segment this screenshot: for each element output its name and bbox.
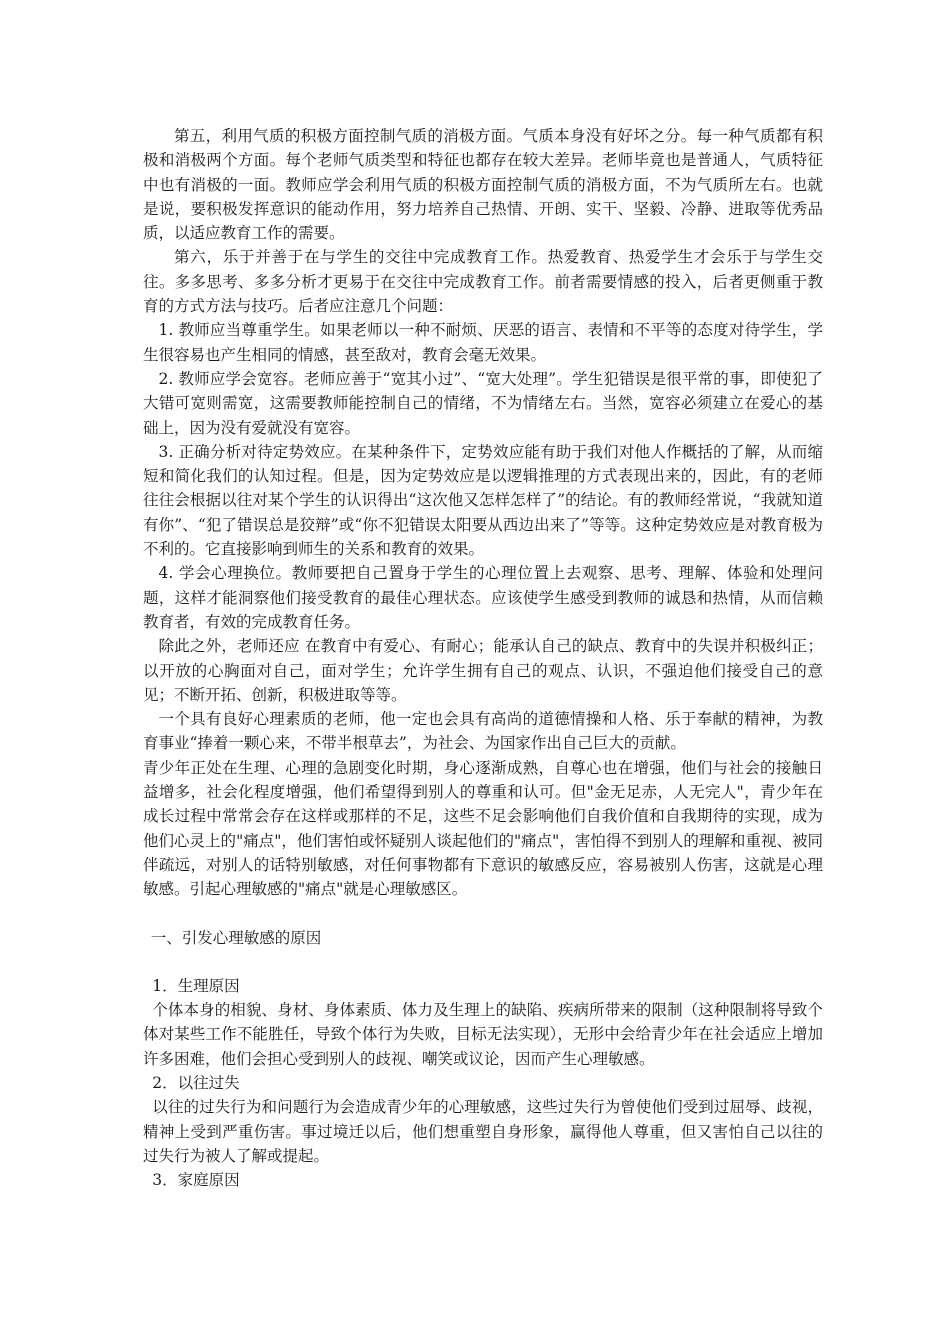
list-item-stereotype: 3. 正确分析对待定势效应。在某种条件下，定势效应能有助于我们对他人作概括的了解，从而缩短和简化我们的认知过程。但是，因为定势效应是以逻辑推理的方式表现出来的，因此，有的老师往往会根据以往对某个学生的认识得出“这次他又怎样怎样了”的结论。有的教师经常说，“我就知道有你”、“犯了错误总是狡辩”或“你不犯错误太阳要从西边出来了”等等。这种定势效应是对教育极为不利的。它直接影响到师生的关系和教育的效果。 [143, 442, 823, 559]
list-item-empathy: 4. 学会心理换位。教师要把自己置身于学生的心理位置上去观察、思考、理解、体验和处理问题，这样才能洞察他们接受教育的最佳心理状态。应该使学生感受到教师的诚恳和热情，从而信赖教育者，有效的完成教育任务。 [143, 564, 823, 631]
paragraph-fifth-point: 第五，利用气质的积极方面控制气质的消极方面。气质本身没有好坏之分。每一种气质都有积极和消极两个方面。每个老师气质类型和特征也都存在较大差异。老师毕竟也是普通人，气质特征中也有消极的一面。教师应学会利用气质的积极方面控制气质的消极方面，不为气质所左右。也就是说，要积极发挥意识的能动作用，努力培养自己热情、开朗、实干、坚毅、冷静、进取等优秀品质，以适应教育工作的需要。 [143, 127, 823, 243]
list-item-respect: 1. 教师应当尊重学生。如果老师以一种不耐烦、厌恶的语言、表情和不平等的态度对待学生，学生很容易也产生相同的情感，甚至敌对，教育会毫无效果。 [143, 321, 823, 364]
spacer [143, 950, 823, 974]
paragraph-additionally: 除此之外，老师还应 在教育中有爱心、有耐心；能承认自己的缺点、教育中的失误并积极纠正；以开放的心胸面对自己，面对学生；允许学生拥有自己的观点、认识，不强迫他们接受自己的意见；不断开拓、创新，积极进取等等。 [143, 637, 823, 704]
paragraph-sixth-point: 第六，乐于并善于在与学生的交往中完成教育工作。热爱教育、热爱学生才会乐于与学生交往。多多思考、多多分析才更易于在交往中完成教育工作。前者需要情感的投入，后者更侧重于教育的方式方法与技巧。后者应注意几个问题： [143, 248, 823, 316]
paragraph-good-teacher: 一个具有良好心理素质的老师，他一定也会具有高尚的道德情操和人格、乐于奉献的精神，为教育事业“捧着一颗心来，不带半根草去”，为社会、为国家作出自己巨大的贡献。 [143, 710, 823, 753]
document-body [143, 124, 823, 1192]
subsection-title-physiological: 1．生理原因 [152, 976, 240, 995]
subsection-text-past-faults: 以往的过失行为和问题行为会造成青少年的心理敏感，这些过失行为曾使他们受到过屈辱、歧视，精神上受到严重伤害。事过境迁以后，他们想重塑自身形象，赢得他人尊重，但又害怕自己以往的过失行为被人了解或提起。 [143, 1098, 823, 1165]
subsection-title-past-faults: 2．以往过失 [152, 1073, 240, 1092]
subsection-text-physiological: 个体本身的相貌、身材、身体素质、体力及生理上的缺陷、疾病所带来的限制（这种限制将导致个体对某些工作不能胜任，导致个体行为失败，目标无法实现），无形中会给青少年在社会适应上增加许多困难，他们会担心受到别人的歧视、嘲笑或议论，因而产生心理敏感。 [143, 1001, 823, 1068]
paragraph-adolescent-sensitivity: 青少年正处在生理、心理的急剧变化时期，身心逐渐成熟，自尊心也在增强，他们与社会的接触日益增多，社会化程度增强，他们希望得到别人的尊重和认可。但"金无足赤，人无完人"，青少年在成长过程中常常会存在这样或那样的不足，这些不足会影响他们自我价值和自我期待的实现，成为他们心灵上的"痛点"，他们害怕或怀疑别人谈起他们的"痛点"，害怕得不到别人的理解和重视、被同伴疏远，对别人的话特别敏感，对任何事物都有下意识的敏感反应，容易被别人伤害，这就是心理敏感。引起心理敏感的"痛点"就是心理敏感区。 [143, 758, 823, 899]
list-item-tolerance: 2. 教师应学会宽容。老师应善于“宽其小过”、“宽大处理”。学生犯错误是很平常的事，即使犯了大错可宽则需宽，这需要教师能控制自己的情绪，不为情绪左右。当然，宽容必须建立在爱心的基础上，因为没有爱就没有宽容。 [143, 369, 823, 437]
section-heading: 一、引发心理敏感的原因 [150, 928, 322, 947]
subsection-title-family: 3．家庭原因 [152, 1171, 240, 1190]
spacer [143, 902, 823, 926]
